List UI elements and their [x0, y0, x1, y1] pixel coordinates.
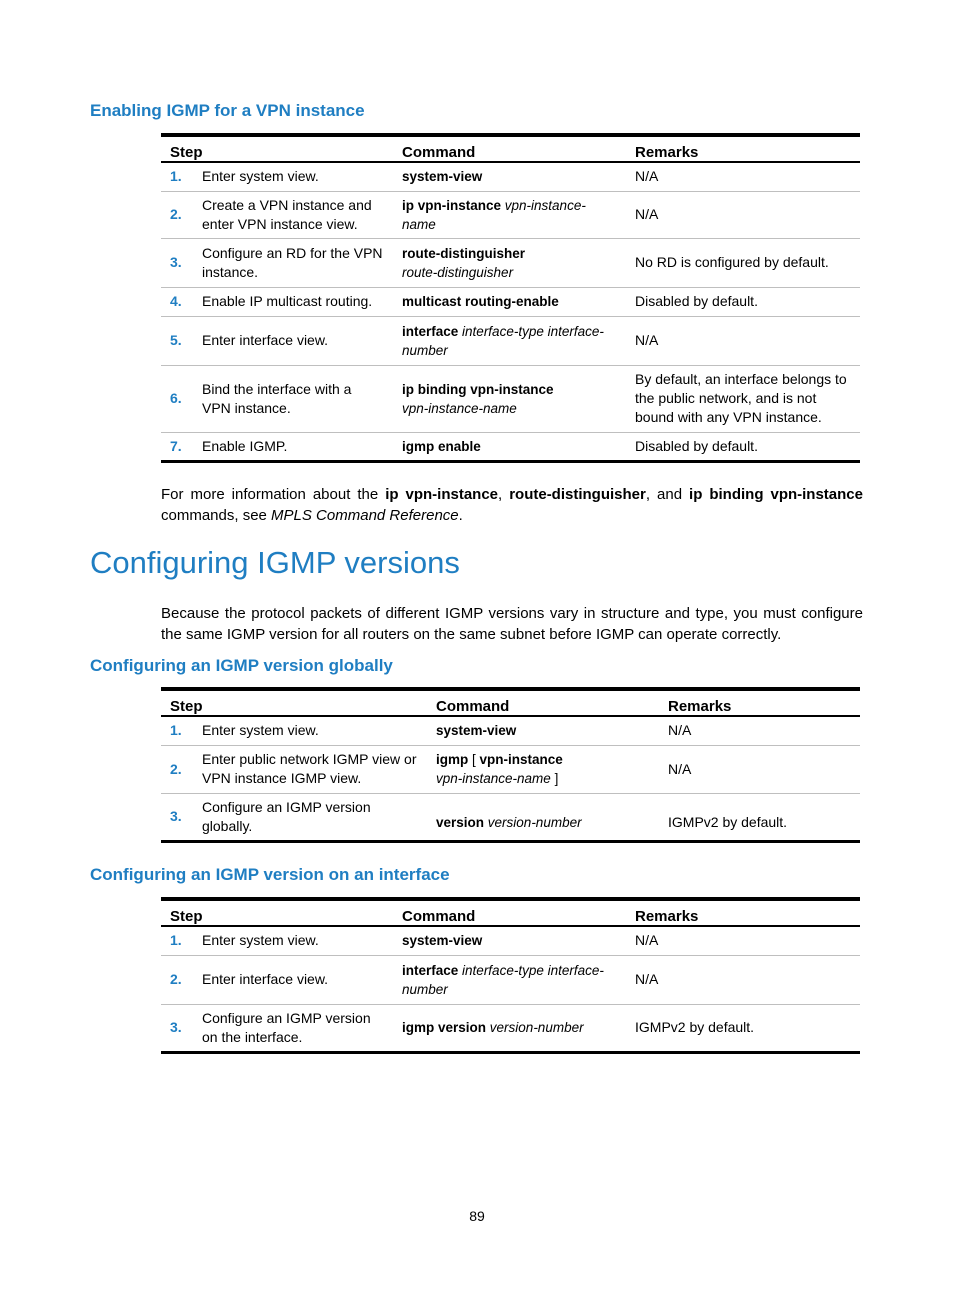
table-header-row: [161, 899, 860, 926]
step-number: 2.: [161, 745, 193, 793]
table-row: [161, 745, 860, 793]
note-text: For more information about the: [161, 486, 386, 503]
remarks-cell: IGMPv2 by default.: [668, 813, 788, 830]
table-row: [161, 316, 860, 365]
command-cell: [427, 716, 659, 745]
step-description: Enter interface view.: [193, 316, 393, 365]
step-description: Enter system view.: [193, 162, 393, 191]
command-keyword: ip vpn-instance: [402, 197, 502, 213]
command-keyword: route-distinguisher: [402, 245, 526, 261]
command-cell: [393, 365, 626, 432]
step-number: 1.: [161, 162, 193, 191]
command-argument: route-distinguisher: [402, 264, 514, 280]
remarks-cell: Disabled by default.: [626, 287, 860, 316]
command-cell: [393, 316, 626, 365]
step-description: Enable IGMP.: [202, 437, 288, 454]
step-description: Configure an RD for the VPN instance.: [193, 238, 393, 287]
remarks-cell: Disabled by default.: [635, 437, 758, 454]
command-keyword: multicast routing-enable: [402, 294, 559, 309]
remarks-cell: N/A: [626, 162, 860, 191]
header-command: Command: [393, 135, 626, 162]
command-cell: [393, 926, 626, 955]
table-row: [161, 955, 860, 1004]
table-row: [161, 926, 860, 955]
command-keyword: vpn-instance: [479, 752, 563, 767]
step-description: Enter system view.: [193, 926, 393, 955]
remarks-cell: N/A: [626, 955, 860, 1004]
remarks-cell: N/A: [659, 745, 860, 793]
command-argument: version-number: [489, 1020, 584, 1035]
header-remarks: Remarks: [659, 689, 860, 716]
command-cell: [427, 745, 659, 793]
remarks-cell: IGMPv2 by default.: [635, 1019, 755, 1035]
step-number: 2.: [161, 191, 193, 238]
command-bracket: ]: [550, 771, 559, 786]
command-cell: [393, 191, 626, 238]
table-header-row: [161, 689, 860, 716]
table-igmp-version-interface: [161, 897, 860, 1054]
header-remarks: Remarks: [626, 135, 860, 162]
command-argument: vpn-instance-name: [402, 400, 517, 416]
command-keyword: system-view: [402, 169, 483, 185]
page-number: 89: [469, 1208, 485, 1224]
note-command: route-distinguisher: [509, 486, 646, 503]
header-step: Step: [161, 899, 393, 926]
step-description: Enable IP multicast routing.: [193, 287, 393, 316]
reference-note: [161, 484, 863, 526]
step-number: 1.: [161, 926, 193, 955]
header-step: Step: [161, 135, 393, 162]
command-argument: vpn-instance-name: [436, 771, 551, 786]
table-row: [161, 716, 860, 745]
step-description: Bind the interface with a VPN instance.: [193, 365, 393, 432]
command-cell: [427, 793, 659, 841]
header-command: Command: [393, 899, 626, 926]
table-row: [161, 365, 860, 432]
command-cell: [393, 955, 626, 1004]
header-command: Command: [427, 689, 659, 716]
command-cell: [393, 432, 626, 461]
command-argument: vpn-instance-name: [402, 197, 586, 232]
table-row: [161, 432, 860, 461]
table-enable-igmp-vpn: [161, 133, 860, 463]
command-keyword: ip binding vpn-instance: [402, 381, 554, 397]
step-number: 7.: [170, 437, 182, 454]
step-number: 2.: [161, 955, 193, 1004]
step-description: Configure an IGMP version on the interface.: [202, 1009, 371, 1045]
step-description: Configure an IGMP version globally.: [202, 798, 371, 834]
command-cell: [393, 287, 626, 316]
table-row: [161, 191, 860, 238]
table-row: [161, 162, 860, 191]
command-cell: [393, 1004, 626, 1052]
command-keyword: igmp enable: [402, 438, 481, 454]
remarks-cell: By default, an interface belongs to the public network, and is not bound with any VPN instance.: [626, 365, 860, 432]
chapter-heading-igmp-versions: Configuring IGMP versions: [90, 545, 460, 580]
step-number: 3.: [170, 808, 182, 824]
step-number: 5.: [161, 316, 193, 365]
command-keyword: interface: [402, 962, 459, 978]
step-number: 6.: [161, 365, 193, 432]
remarks-cell: N/A: [626, 191, 860, 238]
command-cell: [393, 162, 626, 191]
table-row: [161, 1004, 860, 1052]
note-text: .: [458, 507, 463, 524]
note-command: ip binding vpn-instance: [689, 486, 863, 503]
note-reference-title: MPLS Command Reference: [271, 507, 459, 524]
command-argument: version-number: [487, 814, 582, 830]
step-number: 3.: [161, 238, 193, 287]
section-heading-igmp-version-interface: Configuring an IGMP version on an interface: [90, 865, 450, 884]
section-heading-igmp-version-global: Configuring an IGMP version globally: [90, 656, 393, 675]
step-description: Enter public network IGMP view or VPN instance IGMP view.: [193, 745, 427, 793]
table-header-row: [161, 135, 860, 162]
command-cell: [393, 238, 626, 287]
remarks-cell: N/A: [626, 926, 860, 955]
step-number: 1.: [161, 716, 193, 745]
note-text: ,: [498, 486, 510, 503]
note-command: ip vpn-instance: [385, 486, 499, 503]
note-text: commands, see: [161, 507, 272, 524]
table-row: [161, 238, 860, 287]
command-keyword: interface: [402, 323, 459, 339]
section-heading-enable-igmp-vpn: Enabling IGMP for a VPN instance: [90, 101, 365, 120]
step-number: 4.: [161, 287, 193, 316]
step-description: Enter system view.: [193, 716, 427, 745]
step-number: 3.: [170, 1019, 182, 1035]
command-keyword: system-view: [436, 723, 517, 739]
remarks-cell: N/A: [659, 716, 860, 745]
table-row: [161, 793, 860, 841]
command-bracket: [: [468, 752, 480, 767]
table-row: [161, 287, 860, 316]
step-description: Create a VPN instance and enter VPN instance view.: [193, 191, 393, 238]
step-description: Enter interface view.: [193, 955, 393, 1004]
command-argument: interface-type interface-number: [402, 962, 604, 997]
command-keyword: system-view: [402, 933, 483, 949]
command-argument: interface-type interface-number: [402, 323, 604, 358]
header-step: Step: [161, 689, 427, 716]
command-keyword: igmp version: [402, 1020, 487, 1035]
intro-paragraph: Because the protocol packets of different IGMP versions vary in structure and type, you must configure the same IGMP version for all routers on the same subnet before IGMP can operate correctly.: [161, 605, 863, 643]
note-text: , and: [645, 486, 690, 503]
remarks-cell: N/A: [626, 316, 860, 365]
table-igmp-version-global: [161, 687, 860, 843]
command-keyword: igmp: [436, 752, 469, 767]
command-keyword: version: [436, 814, 485, 830]
header-remarks: Remarks: [626, 899, 860, 926]
remarks-cell: No RD is configured by default.: [626, 238, 860, 287]
